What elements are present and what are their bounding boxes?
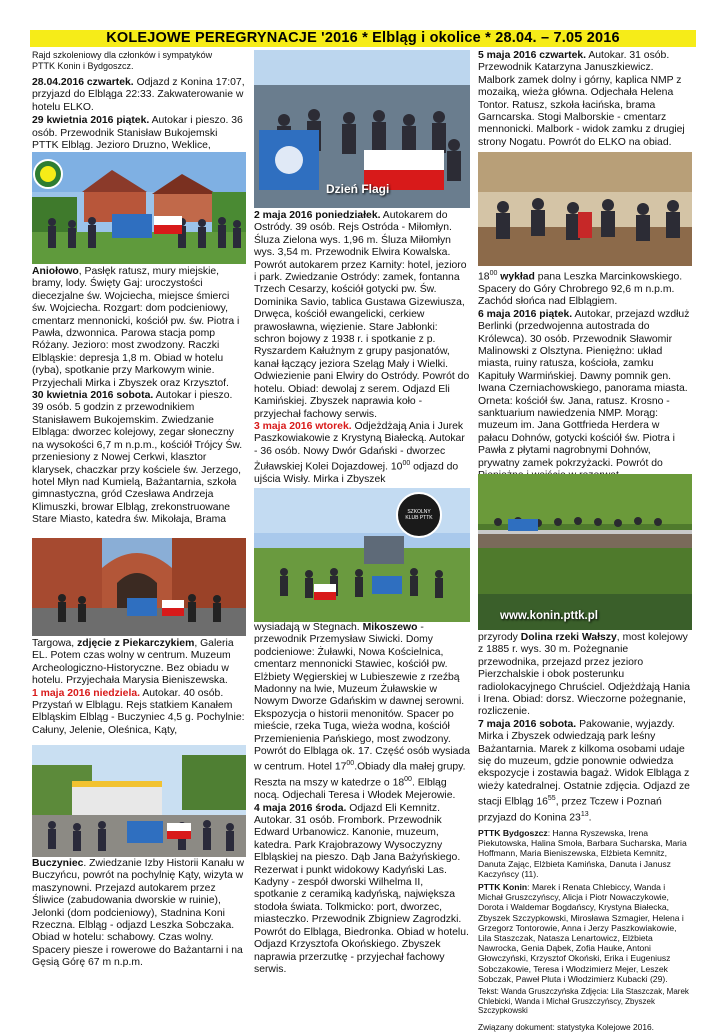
photo-illustration <box>32 152 246 264</box>
participants-list: : Marek i Renata Chlebiccy, Wanda i Michał Gruszczyńscy, Alicja i Piotr Nowaczykowie, Dorota i Waldemar Bogdańscy, Krystyna Białecka, Zbyszek Szczypkowski, Mirosława Szmagier, Helena i Grzegorz Tontorowie, Anna i Jerzy Paszkowiakowie, Lila Staszczak, Natasza Lenartowicz, Elżbieta Nawrocka, Genia Dąbek, Zofia Hauke, Antoni Głowczyński, Krzysztof Okoński, Erika i Eugeniusz Sobczakowie, Teresa i Włodzimierz Mejer, Leszek Sobczak, Paweł Pluta i Włodzimierz Kubacki (29). <box>478 882 684 984</box>
day-date: 2 maja 2016 poniedziałek. <box>254 210 381 221</box>
day-text: Autokarem do Ostródy. 39 osób. Rejs Ostróda - Miłomłyn. Śluza Zielona wys. 1,96 m. Śluza Miłomłyn wys. 3,54 m. Przewodnik Elwira Kowalska. Powrót autokarem przez Karnity: hotel, jezioro i park. Zwiedzanie Ostródy: zamek, fontanna Trzech Cesarzy, kościół gotycki pw. Św. Dominika Savio, tablica Gustawa Gizewiusza, Drwęca, kościół ewangelicki, cerkiew prawosławna, więzienie. Stare Jabłonki: schron bojowy z 1938 r. i spotkanie z p. Ryszardem Kałużnym z grupy pasjonatów, kanał łączący jeziora Szeląg Mały i Wielki. Odwiezienie pani Elwiry do Ostródy. Powrót do hotelu. Obiad: dewolaj z serem. Odjazd Eli Kamińskiej. Zbyszek naprawia koło - przyjechał fachowy serwis. <box>254 210 470 420</box>
group-photo-weklice <box>32 152 246 264</box>
logo-text: SZKOLNY KLUB PTTK <box>405 509 433 521</box>
day-date: 7 maja 2016 sobota. <box>478 718 577 730</box>
time-sup: 13 <box>580 811 589 819</box>
paragraph-text: pana Leszka Marcinkowskiego. Spacery do Góry Chrobrego 92,6 m n.p.m. Zachód słońca nad Elblągiem. <box>478 271 683 308</box>
place-highlight: Dolina rzeki Wałszy <box>520 632 617 643</box>
place-highlight: Buczyniec <box>32 858 84 869</box>
paragraph-text: . Elbląg nocą. Odjechali Teresa i Włodek Mejerowie. <box>254 777 456 802</box>
time-text: 18 <box>478 271 490 283</box>
participants-list: : Hanna Ryszewska, Irena Piekutowska, Halina Smoła, Barbara Sucharska, Maria Hoffmann, Maria Bieniszewska, Elżbieta Kemnitz, Danuta Zając, Elżbieta Kamińska, Danuta i Janusz Kaczyńscy (11). <box>478 828 687 879</box>
related-document: Związany dokument: statystyka Kolejowe 2016. <box>478 1021 654 1032</box>
col1-top-text <box>32 50 246 152</box>
day-text: . <box>588 812 592 824</box>
paragraph-text-rest: , Pasłęk ratusz, mury miejskie, bramy, lody. Święty Gaj: uroczystości diecezjalne św. Wojciecha, miejsce śmierci św. Wojciecha. Rozgart: dom podcieniowy, cmentarz mennonicki, kościół pw. św. Piotra i Pawła, dzwonnica. Parowa stacja pomp Różany. Jezioro: most zwodzony. Raczki Elbląskie: depresja 1,8 m. Obiad w hotelu (ryba), spotkanie przy Markowym winie. Przyjechali Mirka i Zbyszek oraz Krzysztof. <box>32 266 240 389</box>
time-sup: 55 <box>547 795 556 803</box>
photo-illustration <box>478 474 692 630</box>
day-date: 4 maja 2016 środa. <box>254 802 347 814</box>
photo-caption: Dzień Flagi <box>326 182 390 196</box>
club-logo <box>396 492 442 538</box>
col3-top-text <box>478 50 692 149</box>
day-date: 30 kwietnia 2016 sobota. <box>32 390 154 402</box>
website-caption: www.konin.pttk.pl <box>500 610 598 622</box>
paragraph-text: przyrody <box>478 632 521 643</box>
day-text: Autokar i pieszo. 39 osób. 5 godzin z przewodnikiem Stanisławem Bukojemskim. Zwiedzanie Elbląga: dworzec kolejowy, zegar słoneczny na wysokości 6,7 m n.p.m., kościół Trójcy Św. przeniesiony z Nowej Cerkwi, klasztor klarysek, chaczkar przy kościele św. Jerzego, hotel Młyn nad Kumielą, Bażantarnia, szkoła gimnastyczna, gród Czesława Andrzeja Klimuszki, browar Elbląg, zrekonstruowane Stare Miasto, katedra św. Mikołaja, Brama <box>32 390 243 526</box>
page-title: KOLEJOWE PEREGRYNACJE '2016 * Elbląg i okolice * 28.04. – 7.05 2016 <box>30 30 696 47</box>
col1-mid-text <box>32 266 246 527</box>
highlight-text: wykład <box>497 271 535 283</box>
place-highlight: Aniołowo <box>32 266 79 277</box>
participants-label: PTTK Konin <box>478 882 528 893</box>
paragraph-text: wysiadają w Stegnach. <box>254 622 363 633</box>
day-date: 3 maja 2016 wtorek. <box>254 420 352 432</box>
day-text: Autokar. 40 osób. Przystań w Elblągu. Rejs statkiem Kanałem Elbląskim Elbląg - Buczyniec 4,5 g. Pochylnie: Całuny, Jelenie, Oleśnica, Kąty, <box>32 687 245 736</box>
day-text: Autokar. 31 osób. Przewodnik Katarzyna Januszkiewicz. Malbork zamek dolny i górny, kaplica NMP z mozaiką, wieża główna. Odjechała Helena Tontor. Ratusz, szkoła łacińska, brama Garncarska. Stogi Malborskie - cmentarz mennonicki. Malbork - widok zamku z drugiej strony Nogatu. Powrót do ELKO na obiad. <box>478 50 685 148</box>
col1-bottom-text <box>32 858 246 970</box>
photo-illustration <box>32 745 246 857</box>
group-photo-buczyniec <box>32 745 246 857</box>
photo-illustration <box>478 152 692 266</box>
paragraph-text: Targowa, <box>32 638 78 649</box>
time-sup: 00 <box>402 460 411 468</box>
highlight-text: zdjęcie z Piekarczykiem <box>77 638 195 649</box>
paragraph-text: .Obiady dla małej grupy. Reszta na mszy w katedrze o 18 <box>254 761 466 789</box>
group-photo-brama-targowa <box>32 538 246 636</box>
col2-top-text <box>254 210 470 486</box>
credits-text: Tekst: Wanda Gruszczyńska Zdjęcia: Lila Staszczak, Marek Chlebicki, Wanda i Michał Gruszczyńscy, Zbyszek Szczypkowski <box>478 987 689 1016</box>
photo-illustration <box>32 538 246 636</box>
time-sup: 00 <box>346 760 355 768</box>
col1-lower-text <box>32 638 246 737</box>
day-date: 29 kwietnia 2016 piątek. <box>32 115 150 127</box>
day-text: Pakowanie, wyjazdy. Mirka i Zbyszek odwiedzają park leśny Bażantarnia. Marek z kilkoma osobami udaje się do muzeum, gdzie ponownie odwiedza ekspozycje i zostawia bagaż. Widok Elbląga z wieży katedralnej. Ostatnie zdjęcia. Odjazd ze stacji Elbląg 16 <box>478 718 690 808</box>
paragraph-text: , most kolejowy z 1885 r. wys. 30 m. Pożegnanie przewodnika, przejazd przez jezioro Pierzchalskie i obok posterunku radiolokacyjnego Chruściel. Odjeżdżają Hania i Irena. Obiad: dorsz. Wieczorne pożegnanie, rozliczenie. <box>478 632 690 718</box>
paragraph-text: - przewodnik Przemysław Siwicki. Domy podcieniowe: Żuławki, Nowa Kościelnica, cmentarz mennonicki Stawiec, kościół pw. Elżbiety Węgierskiej w Lubieszewie z rzeźbą Madonny na lwie, Muzeum Żuławskie w Nowym Dworze Gdańskim w dawnej serowni. Ekspozycja o historii menonitów. Spacer po mieście, rzeka Tuga, wieża wodna, kościół Przemienienia Pańskiego, most zwodzony. Powrót do Elbląga ok. 17. Część osób wysiada w centrum. Hotel 17 <box>254 622 471 773</box>
day-date: 5 maja 2016 czwartek. <box>478 50 587 61</box>
day-date: 28.04.2016 czwartek. <box>32 77 134 88</box>
day-text: Odjazd Eli Kemnitz. Autokar. 31 osób. Frombork. Przewodnik Edward Urbanowicz. Kanonie, muzeum, katedra. Park Krajobrazowy Wysoczyzny Elbląskiej na pieszo. Dąb Jana Bażyńskiego. Rezerwat i punkt widokowy Kadyński Las. Kadyny - zespół dworski Wilhelma II, spotkanie z ceramiką kadyńską, największa stodoła świata. Tolkmicko: port, dworzec, miasteczko. Przewodnik Zbigniew Zagrodzki. Powrót do Elbląga, Biedronka. Obiad w hotelu. Odjazd Krzysztofa Okońskiego. Zbyszek naprawia przerzutkę - przyjechał fachowy serwis. <box>254 802 469 975</box>
time-sup: 00 <box>404 776 412 784</box>
intro-text: Rajd szkoleniowy dla członków i sympatyków PTTK Konin i Bydgoszcz. <box>32 50 213 71</box>
paragraph-text: , Galeria EL. Potem czas wolny w centrum. Muzeum Archeologiczno-Historyczne. Bez obiadu w hotelu. Przyjechała Marysia Bieniszewska. <box>32 638 234 687</box>
participants-label: PTTK Bydgoszcz <box>478 828 548 839</box>
time-sup: 00 <box>489 270 498 277</box>
day-text: Autokar i pieszo. 36 osób. Przewodnik Stanisław Bukojemski PTTK Elbląg. Jezioro Druzno, Weklice, <box>32 115 243 152</box>
place-highlight: Mikoszewo <box>362 622 418 633</box>
group-photo-mikoszewo <box>254 488 470 622</box>
day-text: , przez Tczew i Poznań przyjazd do Konina 23 <box>478 796 662 824</box>
day-text: odjazd do ujścia Wisły. Mirka i Zbyszek <box>254 461 459 485</box>
day-text: Odjeżdżają Ania i Jurek Paszkowiakowie z Krystyną Białecką. Autokar - 36 osób. Nowy Dwór Gdański - dworzec Żuławskiej Kolei Dojazdowej. 10 <box>254 420 465 473</box>
group-photo-lecture <box>478 152 692 266</box>
day-text: Odjazd z Konina 17:07, przyjazd do Elbląga 22:33. Zakwaterowanie w hotelu ELKO. <box>32 77 245 113</box>
col3-mid-text <box>478 268 692 482</box>
day-date: 1 maja 2016 niedziela. <box>32 687 141 699</box>
col2-lower-text <box>254 622 470 976</box>
group-photo-walsza-bridge <box>478 474 692 630</box>
day-text: Autokar, przejazd wzdłuż Berlinki (przedwojenna autostrada do Królewca). 30 osób. Przewodnik Sławomir Malinowski z Olsztyna. Pieniężno: układ miasta, ruiny ratusza, kościoła, zamku Kapituły Warmińskiej. Dawny pomnik gen. Iwana Czerniachowskiego, panorama miasta. Orneta: kościół św. Jana, ratusz. Krosno - sanktuarium nawiedzenia NMP. Morąg: muzeum im. Jana Gottfrieda Herdera w pałacu Dohnów, gotycki kościół św. Piotra i Pawła z płytami nagrobnymi Dohnów, prywatny zamek pokrzyżacki. Powrót do <box>478 308 690 469</box>
day-date: 6 maja 2016 piątek. <box>478 308 573 320</box>
paragraph-text: . Zwiedzanie Izby Historii Kanału w Buczyńcu, powrót na pochylnię Kąty, wizyta w maszynowni. Przejazd autokarem przez Śliwice (zabudowania dworskie w ruinie), Jelonki (dom podcieniowy), Stadnina Koni Rzeczna. Elbląg - odjazd Leszka Sobczaka. Obiad w hotelu: schabowy. Czas wolny. Spacery piesze i rowerowe do Bażantarni i na Gęsią Górę 67 m n.p.m. <box>32 858 244 969</box>
col3-lower-text <box>478 632 692 1032</box>
group-photo-dzien-flagi <box>254 50 470 208</box>
